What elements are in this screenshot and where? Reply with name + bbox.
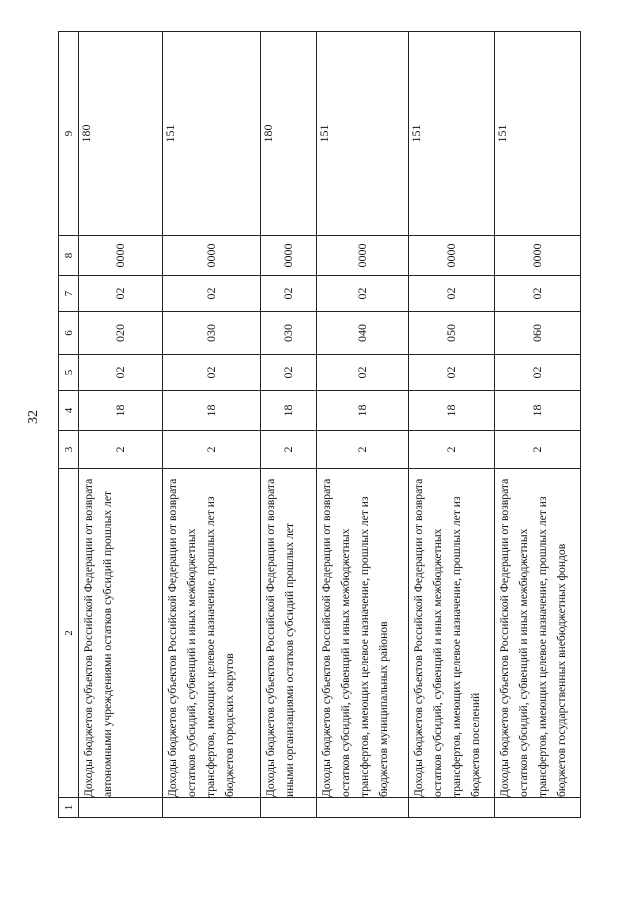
code-cell-9: 180 <box>261 32 317 236</box>
col1-cell <box>261 798 317 818</box>
budget-income-table <box>58 31 581 818</box>
col1-cell <box>79 798 163 818</box>
code-cell-4: 18 <box>495 391 581 431</box>
code-cell-9: 151 <box>495 32 581 236</box>
header-cell-1: 1 <box>59 798 79 818</box>
table-row <box>163 32 261 818</box>
code-cell-8: 0000 <box>317 236 409 276</box>
header-cell-8: 8 <box>59 236 79 276</box>
income-name-cell: Доходы бюджетов субъектов Российской Федерации от возврата остатков субсидий, субвенций и иных межбюджетных трансфертов, имеющих целевое назначение, прошлых лет из бюджетов поселений <box>409 469 495 798</box>
header-cell-9: 9 <box>59 32 79 236</box>
code-cell-5: 02 <box>317 355 409 391</box>
col1-cell <box>163 798 261 818</box>
code-cell-9: 151 <box>163 32 261 236</box>
income-name-cell: Доходы бюджетов субъектов Российской Федерации от возврата иными организациями остатков субсидий прошлых лет <box>261 469 317 798</box>
code-cell-4: 18 <box>163 391 261 431</box>
header-cell-4: 4 <box>59 391 79 431</box>
code-cell-4: 18 <box>409 391 495 431</box>
code-cell-6: 050 <box>409 312 495 355</box>
code-cell-5: 02 <box>261 355 317 391</box>
table-row <box>495 32 581 818</box>
code-cell-7: 02 <box>79 276 163 312</box>
code-cell-3: 2 <box>317 431 409 469</box>
table-row <box>409 32 495 818</box>
code-cell-8: 0000 <box>79 236 163 276</box>
code-cell-7: 02 <box>409 276 495 312</box>
code-cell-6: 030 <box>163 312 261 355</box>
code-cell-8: 0000 <box>163 236 261 276</box>
col1-cell <box>317 798 409 818</box>
income-name-cell: Доходы бюджетов субъектов Российской Федерации от возврата остатков субсидий, субвенций и иных межбюджетных трансфертов, имеющих целевое назначение, прошлых лет из бюджетов городских округов <box>163 469 261 798</box>
income-name-cell: Доходы бюджетов субъектов Российской Федерации от возврата остатков субсидий, субвенций и иных межбюджетных трансфертов, имеющих целевое назначение, прошлых лет из бюджетов государственных внебюджетных фондов <box>495 469 581 798</box>
code-cell-7: 02 <box>495 276 581 312</box>
code-cell-6: 060 <box>495 312 581 355</box>
code-cell-5: 02 <box>495 355 581 391</box>
code-cell-5: 02 <box>79 355 163 391</box>
code-cell-4: 18 <box>79 391 163 431</box>
code-cell-3: 2 <box>261 431 317 469</box>
code-cell-7: 02 <box>261 276 317 312</box>
income-name-cell: Доходы бюджетов субъектов Российской Федерации от возврата автономными учреждениями остатков субсидий прошлых лет <box>79 469 163 798</box>
code-cell-9: 151 <box>409 32 495 236</box>
header-cell-7: 7 <box>59 276 79 312</box>
header-row <box>59 32 79 818</box>
income-name-cell: Доходы бюджетов субъектов Российской Федерации от возврата остатков субсидий, субвенций и иных межбюджетных трансфертов, имеющих целевое назначение, прошлых лет из бюджетов муниципальных районов <box>317 469 409 798</box>
page-number: 32 <box>26 410 41 424</box>
header-cell-3: 3 <box>59 431 79 469</box>
code-cell-3: 2 <box>495 431 581 469</box>
header-cell-5: 5 <box>59 355 79 391</box>
col1-cell <box>409 798 495 818</box>
code-cell-4: 18 <box>317 391 409 431</box>
code-cell-6: 040 <box>317 312 409 355</box>
code-cell-9: 180 <box>79 32 163 236</box>
table-row <box>317 32 409 818</box>
header-cell-6: 6 <box>59 312 79 355</box>
rotated-table-wrapper <box>58 32 568 818</box>
code-cell-6: 030 <box>261 312 317 355</box>
code-cell-5: 02 <box>409 355 495 391</box>
code-cell-8: 0000 <box>409 236 495 276</box>
code-cell-7: 02 <box>317 276 409 312</box>
code-cell-4: 18 <box>261 391 317 431</box>
code-cell-3: 2 <box>409 431 495 469</box>
code-cell-9: 151 <box>317 32 409 236</box>
col1-cell <box>495 798 581 818</box>
table-row <box>261 32 317 818</box>
code-cell-8: 0000 <box>261 236 317 276</box>
code-cell-3: 2 <box>163 431 261 469</box>
header-cell-2: 2 <box>59 469 79 798</box>
code-cell-6: 020 <box>79 312 163 355</box>
code-cell-3: 2 <box>79 431 163 469</box>
code-cell-7: 02 <box>163 276 261 312</box>
code-cell-5: 02 <box>163 355 261 391</box>
table-row <box>79 32 163 818</box>
code-cell-8: 0000 <box>495 236 581 276</box>
